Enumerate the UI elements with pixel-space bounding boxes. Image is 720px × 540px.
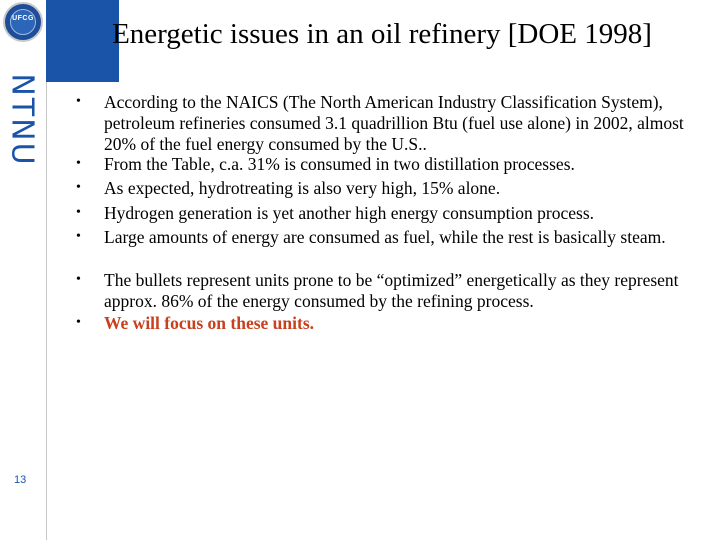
bullet-text: The bullets represent units prone to be “optimized” energetically as they represent approx. 86% of the energy consumed by the refining process. <box>104 270 679 311</box>
bullet-marker: • <box>76 229 81 244</box>
bullet-text: As expected, hydrotreating is also very high, 15% alone. <box>104 178 501 198</box>
bullet-item <box>76 270 704 312</box>
bullet-marker: • <box>76 272 81 287</box>
university-logo <box>3 2 43 42</box>
bullet-item <box>76 154 704 175</box>
bullet-item <box>76 92 704 154</box>
bullet-text: We will focus on these units. <box>104 313 315 333</box>
ntnu-vertical-logo: NTNU <box>4 73 40 167</box>
bullet-item <box>76 227 704 248</box>
bullet-item <box>76 203 704 224</box>
bullet-item <box>76 178 704 199</box>
logo-text: UFCG <box>12 15 34 22</box>
bullet-marker: • <box>76 315 81 330</box>
bullet-marker: • <box>76 94 81 109</box>
sidebar <box>0 0 47 540</box>
bullet-text: From the Table, c.a. 31% is consumed in two distillation processes. <box>104 154 575 174</box>
bullet-text: According to the NAICS (The North American Industry Classification System), petroleum refineries consumed 3.1 quadrillion Btu (fuel use alone) in 2002, almost 20% of the fuel energy consumed by the U.S.. <box>104 92 684 154</box>
bullet-marker: • <box>76 156 81 171</box>
bullet-text: Large amounts of energy are consumed as fuel, while the rest is basically steam. <box>104 227 666 247</box>
slide-number: 13 <box>14 474 27 486</box>
bullet-text: Hydrogen generation is yet another high energy consumption process. <box>104 203 595 223</box>
bullet-marker: • <box>76 205 81 220</box>
logo-emblem <box>10 9 36 35</box>
bullet-item-highlight <box>76 313 704 334</box>
slide-title: Energetic issues in an oil refinery [DOE 1998] <box>112 18 652 50</box>
bullet-marker: • <box>76 180 81 195</box>
